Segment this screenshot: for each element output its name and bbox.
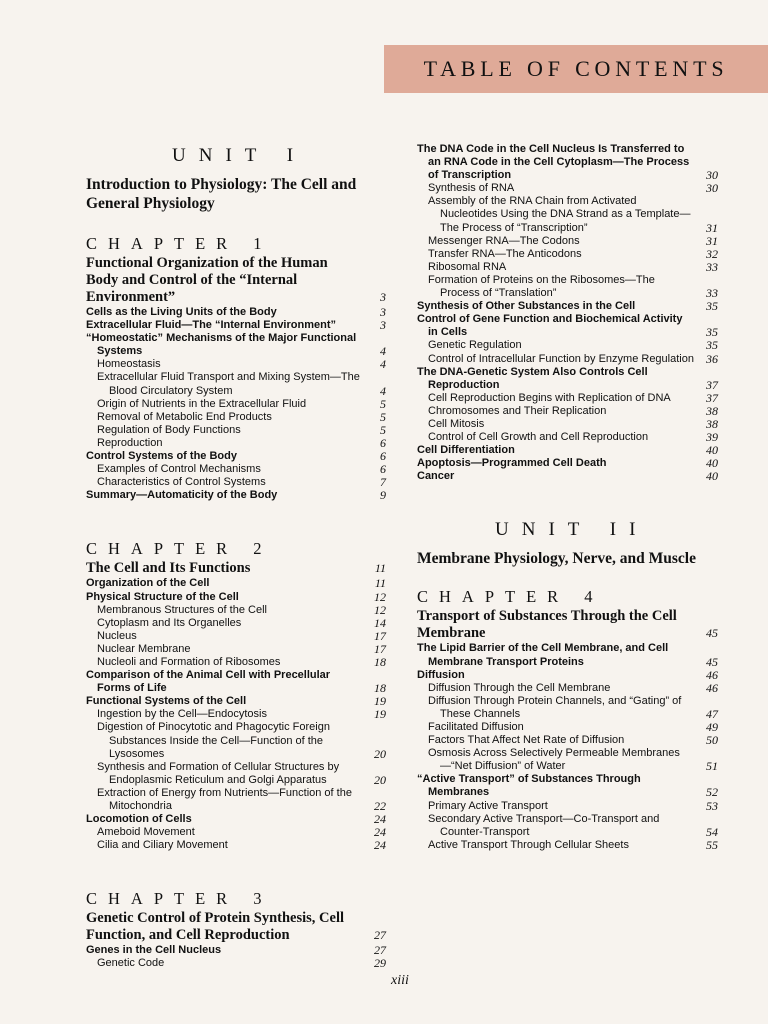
toc-header-banner [384, 45, 768, 93]
toc-entry-page: 31 [706, 220, 718, 235]
toc-entry[interactable] [417, 813, 718, 839]
toc-entry[interactable] [417, 734, 718, 747]
toc-entry[interactable] [417, 405, 718, 418]
toc-entry-page: 7 [380, 475, 386, 490]
toc-entry[interactable] [86, 643, 386, 656]
toc-entry[interactable] [417, 695, 718, 721]
toc-entry[interactable] [86, 656, 386, 669]
toc-entry-page: 45 [706, 654, 718, 669]
chapter-label: CHAPTER 4 [417, 587, 604, 607]
toc-entry[interactable] [417, 747, 718, 773]
toc-entry[interactable] [86, 761, 386, 787]
toc-entry-text: Origin of Nutrients in the Extracellular Fluid [97, 397, 307, 410]
toc-entry-page: 17 [374, 628, 386, 643]
toc-entry-text: Reproduction [97, 436, 163, 449]
toc-entry-page: 35 [706, 338, 718, 353]
toc-entry-page: 14 [374, 615, 386, 630]
chapter-title-text: The Cell and Its Functions [86, 560, 251, 577]
toc-entry[interactable] [86, 319, 386, 332]
chapter-title-text: Transport of Substances Through the Cell Membrane [417, 608, 677, 642]
chapter-section [86, 890, 386, 970]
toc-entry-text: Comparison of the Animal Cell with Precellular Forms of Life [86, 669, 331, 695]
toc-entry-text: Genetic Regulation [428, 339, 522, 352]
toc-entry-text: Factors That Affect Net Rate of Diffusion [428, 734, 625, 747]
toc-entry-text: Apoptosis—Programmed Cell Death [417, 457, 607, 470]
toc-entry-page: 50 [706, 733, 718, 748]
toc-entry-page: 52 [706, 785, 718, 800]
toc-entry-text: Genes in the Cell Nucleus [86, 944, 222, 957]
toc-entry[interactable] [86, 398, 386, 411]
toc-entry-text: Extracellular Fluid Transport and Mixing System—The Blood Circulatory System [97, 371, 360, 397]
toc-entry-page: 5 [380, 409, 386, 424]
toc-entry[interactable] [417, 392, 718, 405]
toc-entry-text: Physical Structure of the Cell [86, 590, 239, 603]
toc-entry-text: Locomotion of Cells [86, 813, 192, 826]
page-number: xiii [391, 973, 409, 988]
chapter-gap [86, 502, 386, 528]
toc-entry-text: Chromosomes and Their Replication [428, 404, 607, 417]
chapter-page: 11 [374, 561, 386, 576]
toc-entry-page: 30 [706, 181, 718, 196]
toc-entry[interactable] [417, 839, 718, 852]
toc-entry-page: 6 [380, 449, 386, 464]
toc-entry-text: Diffusion Through Protein Channels, and “Gating” of These Channels [428, 694, 682, 720]
toc-entry-text: Cell Differentiation [417, 444, 515, 457]
chapter-gap [86, 852, 386, 878]
toc-entry-page: 47 [706, 706, 718, 721]
toc-entry-text: Control of Gene Function and Biochemical Activity in Cells [417, 313, 683, 339]
toc-entry-page: 40 [706, 443, 718, 458]
toc-entry[interactable] [417, 669, 718, 682]
toc-entry-page: 18 [374, 654, 386, 669]
toc-entry-text: Cancer [417, 470, 455, 483]
chapter-section [417, 588, 718, 852]
toc-entry-page: 5 [380, 422, 386, 437]
toc-entry-page: 3 [380, 305, 386, 319]
toc-entry[interactable] [417, 366, 718, 392]
left-column [86, 140, 386, 971]
toc-entry-page: 9 [380, 488, 386, 503]
toc-entry-page: 24 [374, 812, 386, 827]
toc-entry-page: 39 [706, 430, 718, 445]
toc-entry-text: Synthesis of RNA [428, 182, 515, 195]
chapter-list [86, 235, 386, 971]
toc-entry-page: 37 [706, 390, 718, 405]
toc-entry-text: Osmosis Across Selectively Permeable Membranes—“Net Diffusion” of Water [428, 747, 680, 773]
toc-entry[interactable] [86, 669, 386, 695]
toc-entry[interactable] [417, 143, 718, 182]
toc-entry-text: Characteristics of Control Systems [97, 476, 266, 489]
toc-entry-page: 33 [706, 286, 718, 301]
toc-entry-page: 35 [706, 299, 718, 314]
toc-entry-text: The DNA-Genetic System Also Controls Cell Reproduction [417, 365, 648, 391]
toc-entry-text: Summary—Automaticity of the Body [86, 489, 278, 502]
toc-entry-text: Nuclear Membrane [97, 642, 191, 655]
toc-entry-page: 6 [380, 435, 386, 450]
toc-entry[interactable] [417, 353, 718, 366]
toc-entry-text: Secondary Active Transport—Co-Transport and Counter-Transport [428, 812, 660, 838]
toc-entry-page: 18 [374, 681, 386, 696]
toc-entry[interactable] [86, 944, 386, 957]
toc-entry-page: 4 [380, 357, 386, 372]
chapter-page: 3 [380, 290, 386, 304]
toc-entry[interactable] [417, 261, 718, 274]
toc-entry[interactable] [417, 313, 718, 339]
toc-entry[interactable] [86, 411, 386, 424]
toc-entry[interactable] [86, 604, 386, 617]
toc-entry-page: 29 [374, 956, 386, 971]
toc-entry-page: 5 [380, 396, 386, 411]
toc-entry[interactable] [86, 630, 386, 643]
toc-entry-page: 22 [374, 799, 386, 813]
toc-entry-page: 55 [706, 837, 718, 852]
toc-entry[interactable] [86, 695, 386, 708]
toc-entry-page: 33 [706, 259, 718, 274]
toc-entry-text: Digestion of Pinocytotic and Phagocytic Foreign Substances Inside the Cell—Function of the Lysosomes [97, 721, 330, 760]
chapter-title-text: Genetic Control of Protein Synthesis, Cell Function, and Cell Reproduction [86, 910, 345, 944]
chapter-title[interactable] [417, 608, 718, 642]
chapter-label: CHAPTER 2 [86, 539, 273, 559]
toc-entry-page: 20 [374, 746, 386, 761]
chapter-title[interactable] [86, 910, 386, 944]
toc-entry[interactable] [86, 463, 386, 476]
toc-entry-page: 32 [706, 246, 718, 261]
toc-entry[interactable] [417, 444, 718, 457]
toc-entry-text: Examples of Control Mechanisms [97, 463, 261, 476]
toc-entry-text: Ribosomal RNA [428, 260, 507, 273]
toc-entry-page: 38 [706, 403, 718, 418]
toc-entry[interactable] [417, 182, 718, 195]
toc-entry-text: Cell Reproduction Begins with Replication of DNA [428, 391, 671, 404]
toc-entry[interactable] [417, 457, 718, 470]
toc-entry-text: Nucleoli and Formation of Ribosomes [97, 655, 281, 668]
toc-entry[interactable] [86, 617, 386, 630]
toc-entry-page: 20 [374, 772, 386, 787]
toc-entry-page: 51 [706, 759, 718, 774]
unit-label: UNIT II [495, 519, 649, 541]
toc-entry-page: 4 [380, 344, 386, 359]
toc-entry[interactable] [417, 300, 718, 313]
toc-entry[interactable] [86, 577, 386, 590]
toc-entry-text: “Active Transport” of Substances Through Membranes [417, 773, 641, 799]
toc-entry-page: 46 [706, 667, 718, 682]
toc-entry-page: 46 [706, 680, 718, 695]
toc-entry[interactable] [417, 470, 718, 483]
toc-entry[interactable] [86, 358, 386, 371]
toc-entry[interactable] [417, 800, 718, 813]
toc-entry[interactable] [86, 813, 386, 826]
chapter-label: CHAPTER 3 [86, 889, 273, 909]
toc-header-title: TABLE OF CONTENTS [423, 56, 729, 81]
toc-entry-text: The DNA Code in the Cell Nucleus Is Transferred to an RNA Code in the Cell Cytoplasm—The Process of Transcription [417, 143, 690, 182]
unit-title: Membrane Physiology, Nerve, and Muscle [417, 550, 696, 568]
toc-entry[interactable] [86, 957, 386, 970]
toc-entry-page: 24 [374, 825, 386, 840]
toc-entry-text: Regulation of Body Functions [97, 423, 241, 436]
toc-entry[interactable] [417, 339, 718, 352]
toc-entry[interactable] [86, 721, 386, 760]
toc-entry[interactable] [417, 418, 718, 431]
toc-entry-page: 31 [706, 233, 718, 248]
toc-entry-text: Cells as the Living Units of the Body [86, 306, 277, 318]
right-column [417, 143, 718, 852]
toc-entry[interactable] [417, 195, 718, 234]
toc-entry-page: 53 [706, 798, 718, 813]
toc-entry[interactable] [86, 476, 386, 489]
toc-entry-text: Synthesis and Formation of Cellular Structures by Endoplasmic Reticulum and Golgi Apparatus [97, 760, 340, 786]
toc-entry[interactable] [86, 306, 386, 319]
toc-entry-page: 19 [374, 694, 386, 709]
toc-entry-text: Extraction of Energy from Nutrients—Function of the Mitochondria [97, 786, 352, 812]
toc-entry-page: 30 [706, 168, 718, 183]
toc-entry-page: 4 [380, 383, 386, 398]
chapter-title-text: Functional Organization of the Human Body and Control of the “Internal Environment” [86, 255, 328, 305]
toc-entry-page: 17 [374, 641, 386, 656]
toc-entry-text: The Lipid Barrier of the Cell Membrane, and Cell Membrane Transport Proteins [417, 642, 669, 668]
toc-entry-page: 12 [374, 589, 386, 604]
toc-entry-text: Cell Mitosis [428, 417, 485, 430]
toc-entry-text: Ingestion by the Cell—Endocytosis [97, 708, 267, 721]
toc-entry-text: Membranous Structures of the Cell [97, 603, 267, 616]
toc-entry-text: Functional Systems of the Cell [86, 695, 247, 708]
toc-entry[interactable] [86, 787, 386, 813]
chapter-page: 45 [706, 626, 718, 641]
toc-entry-text: Assembly of the RNA Chain from Activated Nucleotides Using the DNA Strand as a Template—The Process of “Transcription” [428, 195, 691, 234]
toc-entry-text: Facilitated Diffusion [428, 721, 524, 733]
toc-entry[interactable] [417, 248, 718, 261]
chapter-title[interactable] [86, 255, 386, 306]
toc-entry-page: 35 [706, 325, 718, 340]
toc-entry[interactable] [86, 591, 386, 604]
toc-entry-text: Diffusion Through the Cell Membrane [428, 681, 611, 694]
toc-entry[interactable] [417, 431, 718, 444]
toc-entry-text: Organization of the Cell [86, 577, 210, 590]
toc-entry-text: Cytoplasm and Its Organelles [97, 616, 242, 629]
toc-entry[interactable] [86, 489, 386, 502]
toc-entry[interactable] [86, 437, 386, 450]
toc-entry-text: Cilia and Ciliary Movement [97, 839, 228, 852]
chapter-title[interactable] [86, 560, 386, 577]
toc-entry-page: 38 [706, 416, 718, 431]
toc-entry-page: 40 [706, 469, 718, 484]
continued-entry-list [417, 143, 718, 483]
toc-entry-text: Synthesis of Other Substances in the Cell [417, 300, 636, 313]
toc-entry-text: Removal of Metabolic End Products [97, 410, 272, 423]
unit-label: UNIT I [172, 145, 307, 166]
toc-entry-text: “Homeostatic” Mechanisms of the Major Functional Systems [86, 332, 357, 358]
toc-entry[interactable] [417, 682, 718, 695]
toc-entry[interactable] [86, 708, 386, 721]
toc-entry-page: 6 [380, 462, 386, 477]
toc-entry[interactable] [86, 332, 386, 358]
toc-entry[interactable] [86, 450, 386, 463]
toc-entry-text: Extracellular Fluid—The “Internal Environment” [86, 319, 336, 332]
toc-entry-text: Active Transport Through Cellular Sheets [428, 838, 629, 851]
toc-entry[interactable] [417, 773, 718, 799]
toc-entry[interactable] [86, 371, 386, 397]
toc-entry-page: 3 [380, 318, 386, 333]
toc-entry[interactable] [417, 235, 718, 248]
toc-entry-text: Diffusion [417, 668, 465, 681]
toc-entry-text: Formation of Proteins on the Ribosomes—The Process of “Translation” [428, 273, 655, 300]
toc-entry-text: Messenger RNA—The Codons [428, 234, 580, 247]
toc-entry-page: 36 [706, 351, 718, 366]
unit-title: Introduction to Physiology: The Cell and General Physiology [86, 176, 357, 212]
toc-entry-page: 11 [374, 576, 386, 591]
chapter-page: 27 [374, 928, 386, 943]
chapter-list [417, 588, 718, 852]
toc-entry-page: 40 [706, 456, 718, 471]
toc-entry-page: 54 [706, 824, 718, 839]
toc-entry[interactable] [86, 826, 386, 839]
toc-entry-text: Control of Intracellular Function by Enzyme Regulation [428, 352, 694, 365]
toc-entry[interactable] [86, 839, 386, 852]
toc-entry-page: 19 [374, 707, 386, 722]
toc-entry-text: Control Systems of the Body [86, 450, 237, 463]
toc-entry-page: 37 [706, 377, 718, 392]
toc-entry-text: Transfer RNA—The Anticodons [428, 247, 582, 260]
toc-entry-text: Genetic Code [97, 957, 165, 970]
toc-entry[interactable] [417, 721, 718, 734]
toc-entry[interactable] [86, 424, 386, 437]
toc-entry-text: Homeostasis [97, 358, 161, 371]
toc-entry-page: 27 [374, 943, 386, 958]
toc-entry[interactable] [417, 642, 718, 668]
toc-entry[interactable] [417, 274, 718, 300]
chapter-section [86, 235, 386, 502]
toc-entry-text: Nucleus [97, 629, 137, 642]
chapter-label: CHAPTER 1 [86, 234, 273, 253]
toc-entry-page: 49 [706, 720, 718, 734]
toc-entry-text: Primary Active Transport [428, 799, 548, 812]
toc-entry-text: Control of Cell Growth and Cell Reproduction [428, 431, 649, 444]
toc-entry-page: 12 [374, 602, 386, 617]
toc-entry-page: 24 [374, 838, 386, 853]
toc-entry-text: Ameboid Movement [97, 826, 195, 839]
chapter-section [86, 540, 386, 852]
